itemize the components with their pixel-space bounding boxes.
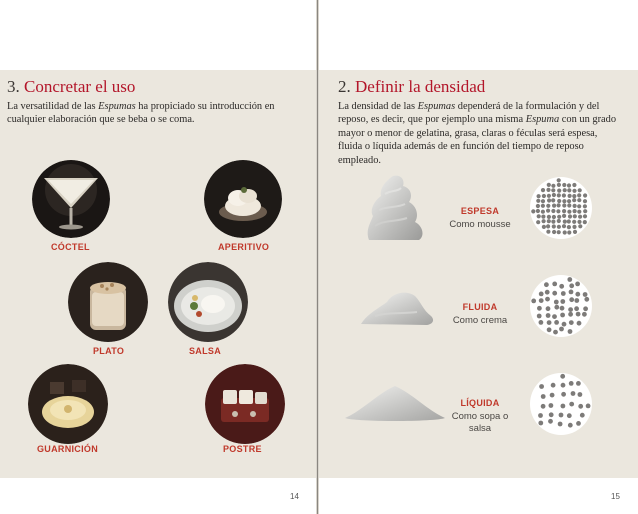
density-dot [572, 225, 576, 229]
density-dot [583, 204, 587, 208]
density-dot [568, 312, 573, 317]
guarnicion-photo [28, 364, 108, 444]
density-dot [583, 199, 587, 203]
right-section-heading: Definir la densidad [355, 77, 486, 96]
density-dot [557, 230, 561, 234]
density-dot [572, 198, 576, 202]
density-dot [574, 306, 579, 311]
density-dot [576, 421, 581, 426]
density-dot [575, 282, 580, 287]
use-label-postre: POSTRE [223, 444, 262, 454]
left-page-number: 14 [290, 492, 299, 501]
density-dot [573, 214, 577, 218]
density-dot [547, 198, 551, 202]
density-dot [537, 214, 541, 218]
postre-dish-icon [205, 364, 285, 444]
density-dot [567, 413, 572, 418]
density-dot [573, 204, 577, 208]
density-dot [552, 193, 556, 197]
density-dot [554, 305, 559, 310]
density-dot [568, 307, 573, 312]
right-intro-text: La densidad de las Espumas dependerá de la formulación y del reposo, es decir, que por ejemplo una misma Espuma con un grado mayor o menor de gelatina, grasa, claras o féculas será espesa, fluida o líquida además de en función del tiempo de reposo empleado. [338, 101, 617, 166]
density-dot [583, 214, 587, 218]
right-page-number: 15 [611, 492, 620, 501]
density-dot [541, 210, 545, 214]
density-dot [546, 204, 550, 208]
density-desc-fluida: Como crema [452, 315, 508, 326]
density-dot [567, 203, 571, 207]
plato-dish-icon [68, 262, 148, 342]
density-dot [546, 230, 550, 234]
right-page [319, 0, 638, 514]
density-dot [546, 224, 550, 228]
density-dot [541, 199, 545, 203]
density-dot [563, 188, 567, 192]
density-dot [560, 306, 565, 311]
density-dot [563, 230, 567, 234]
density-dot [586, 404, 591, 409]
density-dot [542, 225, 546, 229]
density-dot [561, 392, 566, 397]
density-dot [569, 381, 574, 386]
density-dot [577, 321, 582, 326]
density-dot [568, 194, 572, 198]
plato-photo [68, 262, 148, 342]
density-dot [549, 412, 554, 417]
density-dot [571, 391, 576, 396]
density-dot [557, 219, 561, 223]
density-dot [554, 320, 559, 325]
fluida-foam-icon [357, 284, 437, 328]
density-dot [574, 298, 579, 303]
density-dot [547, 215, 551, 219]
liquida-foam-icon [343, 380, 447, 424]
density-dot [531, 299, 536, 304]
density-dot [551, 209, 555, 213]
density-dot [561, 404, 566, 409]
density-dot [554, 300, 559, 305]
density-label-espesa: ESPESA [460, 206, 500, 216]
density-dot [578, 188, 582, 192]
density-dot [573, 209, 577, 213]
density-dot [569, 320, 574, 325]
postre-photo [205, 364, 285, 444]
density-dot [561, 291, 566, 296]
density-dot [577, 210, 581, 214]
density-dot [557, 203, 561, 207]
density-dot [567, 199, 571, 203]
espesa-foam-icon [361, 170, 431, 244]
espesa-density-dots-icon [529, 176, 593, 240]
left-section-heading: Concretar el uso [24, 77, 136, 96]
density-dot [557, 178, 561, 182]
density-dot [547, 327, 552, 332]
left-section-title [7, 77, 135, 97]
density-dot [572, 189, 576, 193]
density-desc-espesa: Como mousse [449, 219, 511, 230]
density-dot [547, 219, 551, 223]
density-dot [567, 219, 571, 223]
density-dot [548, 419, 553, 424]
density-dot [584, 297, 589, 302]
density-dot [562, 224, 566, 228]
density-dot [539, 320, 544, 325]
guarnicion-dish-icon [28, 364, 108, 444]
density-dot [557, 199, 561, 203]
density-dot [567, 188, 571, 192]
salsa-photo [168, 262, 248, 342]
density-dot [536, 209, 540, 213]
density-dot [577, 198, 581, 202]
aperitivo-dish-icon [204, 160, 282, 238]
density-dot [562, 214, 566, 218]
density-dot [546, 209, 550, 213]
density-dot [557, 189, 561, 193]
use-label-coctel: CÓCTEL [51, 242, 90, 252]
density-dot [557, 215, 561, 219]
density-dot [578, 215, 582, 219]
density-dot [562, 209, 566, 213]
density-dot [557, 183, 561, 187]
use-label-guarnicion: GUARNICIÓN [37, 444, 98, 454]
density-dot [542, 194, 546, 198]
density-dot [582, 312, 587, 317]
density-dot [541, 394, 546, 399]
density-dot [560, 313, 565, 318]
density-dot [573, 230, 577, 234]
density-dot [559, 413, 564, 418]
density-dot [583, 193, 587, 197]
density-dot [572, 194, 576, 198]
density-dot [562, 193, 566, 197]
density-dot [549, 403, 554, 408]
right-section-number: 2. [338, 77, 351, 96]
density-dot [541, 204, 545, 208]
density-dot [552, 224, 556, 228]
density-dot [583, 220, 587, 224]
density-dot [578, 404, 583, 409]
use-label-plato: PLATO [93, 346, 125, 356]
use-label-salsa: SALSA [189, 346, 222, 356]
density-dot [578, 224, 582, 228]
density-dot [552, 215, 556, 219]
density-dot [561, 383, 566, 388]
density-dot [536, 220, 540, 224]
density-dot [572, 183, 576, 187]
density-dot [577, 204, 581, 208]
density-dot [551, 220, 555, 224]
right-section-title [338, 77, 485, 97]
density-dot [577, 193, 581, 197]
density-dot [567, 230, 571, 234]
density-dot [562, 183, 566, 187]
density-dot [560, 299, 565, 304]
density-dot [552, 314, 557, 319]
density-dot [583, 209, 587, 213]
density-dot [562, 322, 567, 327]
density-dot [562, 203, 566, 207]
density-dot [568, 329, 573, 334]
density-dot [551, 188, 555, 192]
density-dot [568, 423, 573, 428]
density-dot [536, 199, 540, 203]
density-dot [552, 204, 556, 208]
page-fold-line [317, 0, 318, 514]
density-dot [567, 225, 571, 229]
left-page [0, 0, 316, 514]
density-dot [567, 210, 571, 214]
density-dot [569, 402, 574, 407]
density-dot [583, 292, 588, 297]
density-dot [577, 220, 581, 224]
density-dot [546, 306, 551, 311]
density-dot [550, 393, 555, 398]
density-dot [546, 188, 550, 192]
density-dot [583, 306, 588, 311]
density-label-fluida: FLUIDA [462, 302, 498, 312]
density-dot [541, 404, 546, 409]
density-desc-liquida: Como sopa o salsa [451, 411, 509, 434]
density-dot [538, 421, 543, 426]
density-dot [557, 193, 561, 197]
salsa-dish-icon [168, 262, 248, 342]
density-dot [556, 209, 560, 213]
density-dot [552, 230, 556, 234]
density-dot [539, 298, 544, 303]
density-dot [569, 297, 574, 302]
density-dot [547, 194, 551, 198]
density-dot [578, 392, 583, 397]
density-dot [539, 292, 544, 297]
density-dot [553, 330, 558, 335]
density-dot [567, 277, 572, 282]
density-dot [557, 225, 561, 229]
density-dot [536, 204, 540, 208]
density-dot [562, 199, 566, 203]
density-dot [569, 290, 574, 295]
density-dot [559, 327, 564, 332]
fluida-density-dots-icon [529, 274, 593, 338]
density-dot [537, 194, 541, 198]
density-dot [542, 219, 546, 223]
left-section-number: 3. [7, 77, 20, 96]
density-dot [563, 220, 567, 224]
density-dot [547, 183, 551, 187]
density-dot [568, 214, 572, 218]
density-dot [531, 209, 535, 213]
density-dot [569, 283, 574, 288]
density-label-liquida: LÍQUIDA [460, 398, 500, 408]
left-intro-text: La versatilidad de las Espumas ha propiciado su introducción en cualquier elaboración que se beba o se coma. [7, 101, 275, 126]
cocktail-glass-icon [32, 160, 110, 238]
liquida-density-dots-icon [529, 372, 593, 436]
density-dot [580, 413, 585, 418]
density-dot [575, 292, 580, 297]
density-dot [545, 297, 550, 302]
density-dot [567, 183, 571, 187]
density-dot [539, 384, 544, 389]
density-dot [560, 374, 565, 379]
density-dot [544, 282, 549, 287]
density-dot [545, 290, 550, 295]
aperitivo-photo [204, 160, 282, 238]
density-dot [546, 313, 551, 318]
density-dot [541, 188, 545, 192]
density-dot [541, 215, 545, 219]
use-label-aperitivo: APERITIVO [218, 242, 270, 252]
density-dot [576, 381, 581, 386]
density-dot [537, 306, 542, 311]
density-dot [551, 383, 556, 388]
density-dot [552, 282, 557, 287]
density-dot [538, 413, 543, 418]
density-dot [547, 320, 552, 325]
density-dot [537, 314, 542, 319]
density-dot [551, 198, 555, 202]
density-dot [558, 422, 563, 427]
density-dot [551, 184, 555, 188]
dot-circle-background [530, 177, 592, 239]
coctel-photo [32, 160, 110, 238]
density-dot [572, 220, 576, 224]
density-dot [576, 312, 581, 317]
density-dot [552, 291, 557, 296]
density-dot [559, 284, 564, 289]
